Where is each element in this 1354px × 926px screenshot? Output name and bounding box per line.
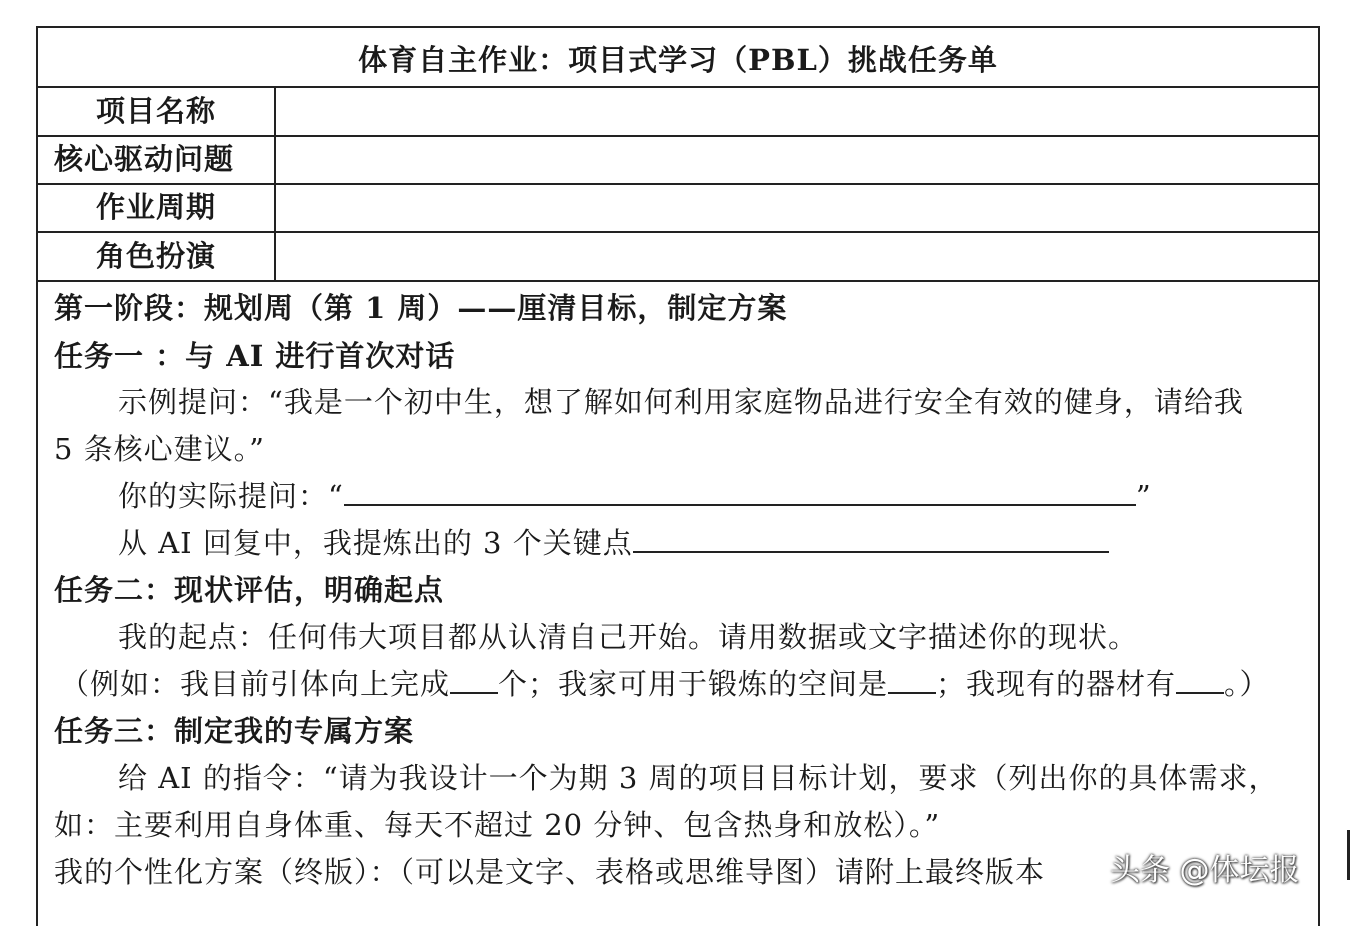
task2-example-a: （例如：我目前引体向上完成 [60, 667, 451, 701]
sheet-title: 体育自主作业：项目式学习（PBL）挑战任务单 [358, 43, 998, 77]
field-row-project-name [38, 88, 1318, 137]
scrollbar-edge [1347, 830, 1350, 880]
equipment-blank[interactable] [1176, 666, 1224, 694]
task2-example-d: 。） [1224, 667, 1270, 701]
task2-example-b: 个；我家可用于锻炼的空间是 [498, 667, 889, 701]
task1-example-line1: 示例提问：“我是一个初中生，想了解如何利用家庭物品进行安全有效的健身，请给我 [118, 385, 1244, 419]
task1-keypoints [118, 521, 1109, 562]
field-label-project-name: 项目名称 [38, 88, 276, 135]
field-label-driving-question: 核心驱动问题 [38, 136, 276, 183]
space-blank[interactable] [888, 666, 936, 694]
field-value-role-play[interactable] [278, 233, 1318, 280]
watermark: 头条 @体坛报 [1110, 853, 1300, 888]
task2-example-c: ；我现有的器材有 [936, 667, 1177, 701]
title-row [38, 28, 1318, 88]
task3-heading: 任务三：制定我的专属方案 [54, 714, 415, 748]
field-row-period [38, 184, 1318, 233]
pullup-blank[interactable] [450, 666, 498, 694]
task1-example-line2: 5 条核心建议。” [54, 432, 265, 466]
field-row-driving-question [38, 136, 1318, 185]
task2-line1: 我的起点：任何伟大项目都从认清自己开始。请用数据或文字描述你的现状。 [118, 620, 1139, 654]
task-sheet [36, 26, 1320, 926]
field-label-period: 作业周期 [38, 184, 276, 231]
task1-actual-prefix: 你的实际提问：“ [118, 479, 344, 513]
field-value-project-name[interactable] [278, 88, 1318, 135]
task3-line2: 如：主要利用自身体重、每天不超过 20 分钟、包含热身和放松）。” [54, 808, 941, 842]
task2-line2 [60, 662, 1270, 703]
task3-line3: 我的个性化方案（终版）：（可以是文字、表格或思维导图）请附上最终版本 [54, 855, 1046, 889]
task3-line1: 给 AI 的指令：“请为我设计一个为期 3 周的项目目标计划，要求（列出你的具体需求， [118, 761, 1279, 795]
actual-question-blank[interactable] [344, 478, 1136, 506]
task1-keypoints-label: 从 AI 回复中，我提炼出的 3 个关键点 [118, 526, 633, 560]
keypoints-blank[interactable] [633, 525, 1109, 553]
field-label-role-play: 角色扮演 [38, 233, 276, 280]
task2-heading: 任务二：现状评估，明确起点 [54, 573, 445, 607]
field-row-role-play [38, 233, 1318, 282]
stage1-heading: 第一阶段：规划周（第 1 周）——厘清目标，制定方案 [54, 291, 788, 325]
field-value-driving-question[interactable] [278, 136, 1318, 183]
task1-heading: 任务一 ：与 AI 进行首次对话 [54, 339, 456, 373]
task1-actual-suffix: ” [1135, 479, 1152, 513]
field-value-period[interactable] [278, 184, 1318, 231]
task1-actual-question [118, 474, 1152, 515]
